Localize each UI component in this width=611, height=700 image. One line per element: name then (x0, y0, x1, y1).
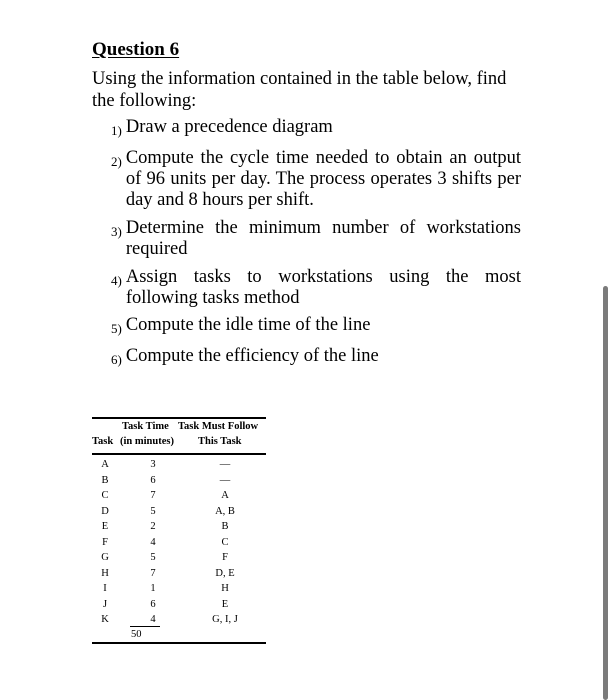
table-row (92, 504, 266, 520)
cell-task: F (102, 536, 108, 548)
table-row (92, 457, 266, 473)
question-item-4 (111, 267, 521, 309)
cell-task: H (101, 567, 109, 579)
cell-predecessor: E (221, 598, 229, 610)
total-time: 50 (131, 629, 142, 640)
table-header-rule (92, 453, 266, 455)
table-row (92, 488, 266, 504)
cell-task: C (101, 490, 109, 502)
table-row (92, 612, 266, 628)
cell-task: I (103, 583, 107, 595)
cell-time: 6 (150, 474, 156, 486)
cell-time: 5 (150, 552, 156, 564)
cell-task: J (102, 598, 108, 610)
question-intro: Using the information contained in the table below, find the following: (92, 69, 507, 111)
table-bottom-rule (92, 642, 266, 644)
cell-predecessor: C (221, 536, 229, 548)
header-task-time: Task Time (122, 421, 169, 432)
question-item-text: Compute the idle time of the line (125, 315, 371, 335)
table-row (92, 519, 266, 535)
cell-time: 5 (150, 505, 156, 517)
cell-task: B (101, 474, 109, 486)
cell-predecessor: A (221, 490, 229, 502)
table-row (92, 581, 266, 597)
cell-time: 3 (150, 459, 156, 471)
question-item-6 (111, 346, 521, 370)
question-item-5 (111, 315, 521, 339)
question-item-text: Draw a precedence diagram (125, 117, 333, 137)
cell-predecessor: D, E (215, 567, 235, 579)
table-row (92, 566, 266, 582)
cell-task: A (101, 459, 109, 471)
question-heading: Question 6 (92, 39, 180, 60)
cell-time: 4 (150, 614, 156, 626)
question-item-number: 2) (111, 154, 122, 169)
question-list (111, 117, 521, 370)
vertical-scrollbar[interactable] (603, 286, 608, 700)
cell-time: 1 (150, 583, 156, 595)
total-rule (130, 626, 160, 627)
header-predecessor-line2: This Task (198, 436, 242, 447)
cell-time: 4 (150, 536, 156, 548)
cell-time: 2 (150, 521, 156, 533)
cell-time: 7 (150, 490, 156, 502)
cell-time: 6 (150, 598, 156, 610)
question-item-number: 5) (111, 321, 122, 336)
cell-task: G (101, 552, 109, 564)
table-row (92, 597, 266, 613)
question-item-text: Compute the efficiency of the line (125, 346, 379, 366)
cell-task: D (101, 505, 109, 517)
cell-task: K (101, 614, 109, 626)
table-row (92, 550, 266, 566)
question-item-number: 4) (111, 273, 122, 288)
cell-predecessor: G, I, J (212, 614, 238, 626)
question-item-1 (111, 117, 521, 141)
question-item-text: Determine the minimum number of workstations required (125, 218, 521, 259)
question-item-number: 3) (111, 224, 122, 239)
question-item-number: 1) (111, 123, 122, 138)
cell-predecessor: F (222, 552, 228, 564)
table-top-rule (92, 417, 266, 419)
cell-predecessor: H (221, 583, 229, 595)
header-task-time-units: (in minutes) (120, 436, 174, 447)
question-item-3 (111, 218, 521, 260)
cell-predecessor: A, B (215, 505, 235, 517)
header-task: Task (92, 436, 114, 447)
question-item-text: Assign tasks to workstations using the most following tasks method (125, 267, 521, 308)
question-item-2 (111, 148, 521, 211)
table-body (92, 457, 266, 628)
header-predecessor: Task Must Follow (178, 421, 259, 432)
cell-time: 7 (150, 567, 156, 579)
question-item-text: Compute the cycle time needed to obtain an output of 96 units per day. The process operates 3 shifts per day and 8 hours per shift. (125, 148, 521, 210)
cell-predecessor: B (221, 521, 229, 533)
table-row (92, 535, 266, 551)
cell-predecessor: — (219, 459, 231, 471)
cell-predecessor: — (219, 474, 231, 486)
cell-task: E (101, 521, 109, 533)
table-row (92, 473, 266, 489)
question-item-number: 6) (111, 352, 122, 367)
